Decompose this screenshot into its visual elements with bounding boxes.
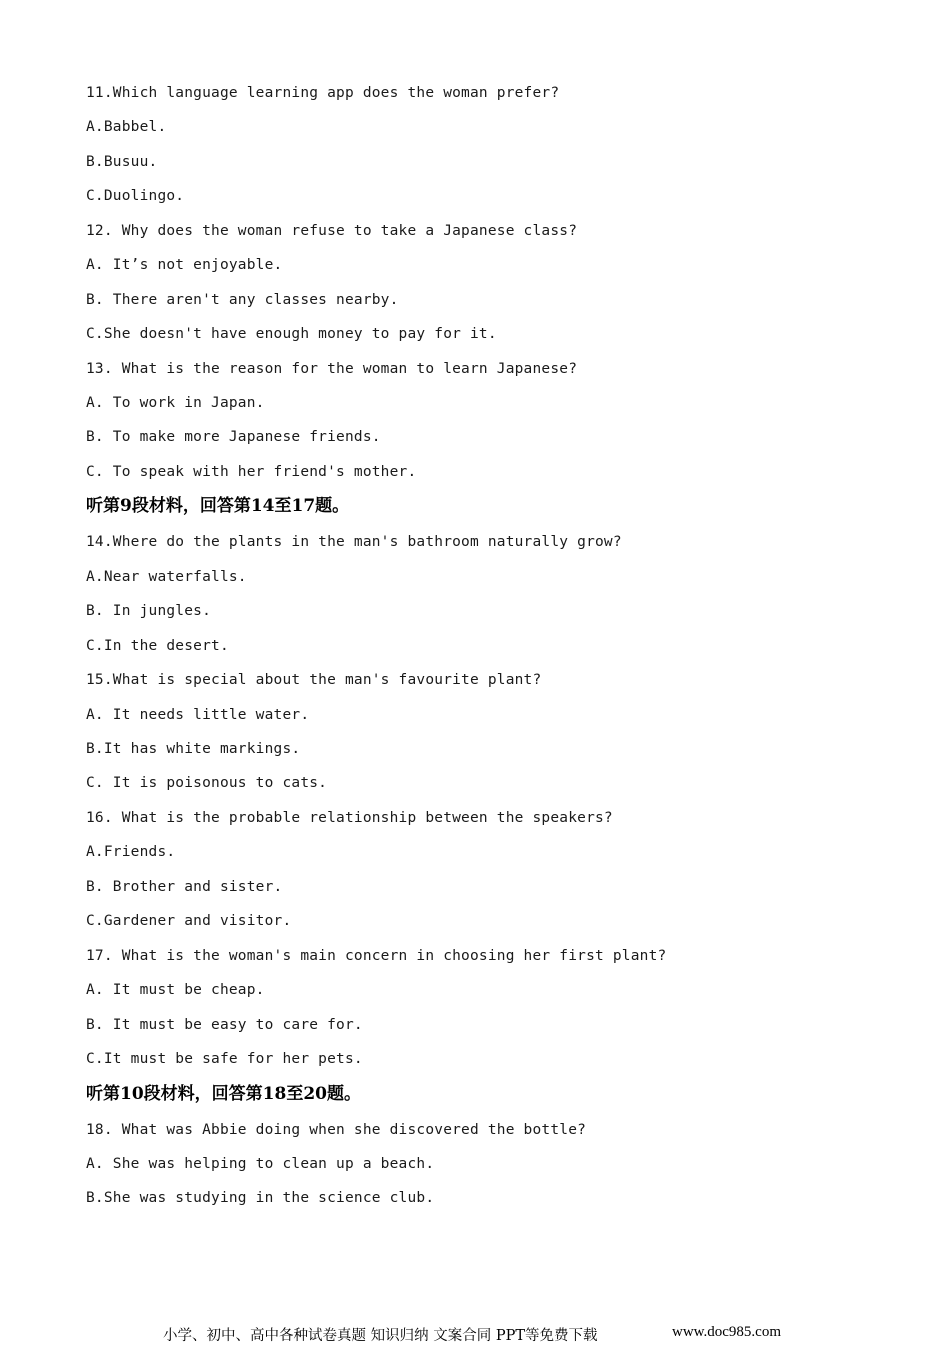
question-14: 14.Where do the plants in the man's bathroom naturally grow?	[86, 534, 622, 550]
option-15-c: C. It is poisonous to cats.	[86, 775, 328, 791]
option-15-a: A. It needs little water.	[86, 707, 310, 723]
section-heading-9: 听第9段材料，回答第14至17题。	[86, 496, 350, 516]
question-13: 13. What is the reason for the woman to learn Japanese?	[86, 361, 578, 377]
option-13-b: B. To make more Japanese friends.	[86, 429, 381, 445]
option-13-a: A. To work in Japan.	[86, 395, 265, 411]
question-12: 12. Why does the woman refuse to take a Japanese class?	[86, 223, 578, 239]
option-14-a: A.Near waterfalls.	[86, 569, 247, 585]
footer-promo-text: 小学、初中、高中各种试卷真题 知识归纳 文案合同 PPT等免费下载	[163, 1328, 598, 1344]
option-12-a: A. It’s not enjoyable.	[86, 257, 283, 273]
option-17-a: A. It must be cheap.	[86, 982, 265, 998]
option-11-a: A.Babbel.	[86, 119, 167, 135]
option-14-c: C.In the desert.	[86, 638, 229, 654]
option-16-b: B. Brother and sister.	[86, 879, 283, 895]
option-17-b: B. It must be easy to care for.	[86, 1017, 363, 1033]
option-11-c: C.Duolingo.	[86, 188, 185, 204]
footer-website-link[interactable]: www.doc985.com	[672, 1324, 782, 1340]
option-16-a: A.Friends.	[86, 844, 176, 860]
option-17-c: C.It must be safe for her pets.	[86, 1051, 363, 1067]
question-15: 15.What is special about the man's favourite plant?	[86, 672, 542, 688]
question-18: 18. What was Abbie doing when she discovered the bottle?	[86, 1122, 587, 1138]
option-11-b: B.Busuu.	[86, 154, 158, 170]
option-18-a: A. She was helping to clean up a beach.	[86, 1156, 435, 1172]
question-16: 16. What is the probable relationship between the speakers?	[86, 810, 613, 826]
option-14-b: B. In jungles.	[86, 603, 212, 619]
option-16-c: C.Gardener and visitor.	[86, 913, 292, 929]
option-15-b: B.It has white markings.	[86, 741, 301, 757]
option-18-b: B.She was studying in the science club.	[86, 1190, 435, 1206]
option-12-b: B. There aren't any classes nearby.	[86, 292, 399, 308]
page-footer	[0, 1324, 950, 1344]
question-11: 11.Which language learning app does the woman prefer?	[86, 85, 560, 101]
question-17: 17. What is the woman's main concern in choosing her first plant?	[86, 948, 667, 964]
option-13-c: C. To speak with her friend's mother.	[86, 464, 417, 480]
option-12-c: C.She doesn't have enough money to pay for it.	[86, 326, 497, 342]
section-heading-10: 听第10段材料，回答第18至20题。	[86, 1084, 361, 1104]
